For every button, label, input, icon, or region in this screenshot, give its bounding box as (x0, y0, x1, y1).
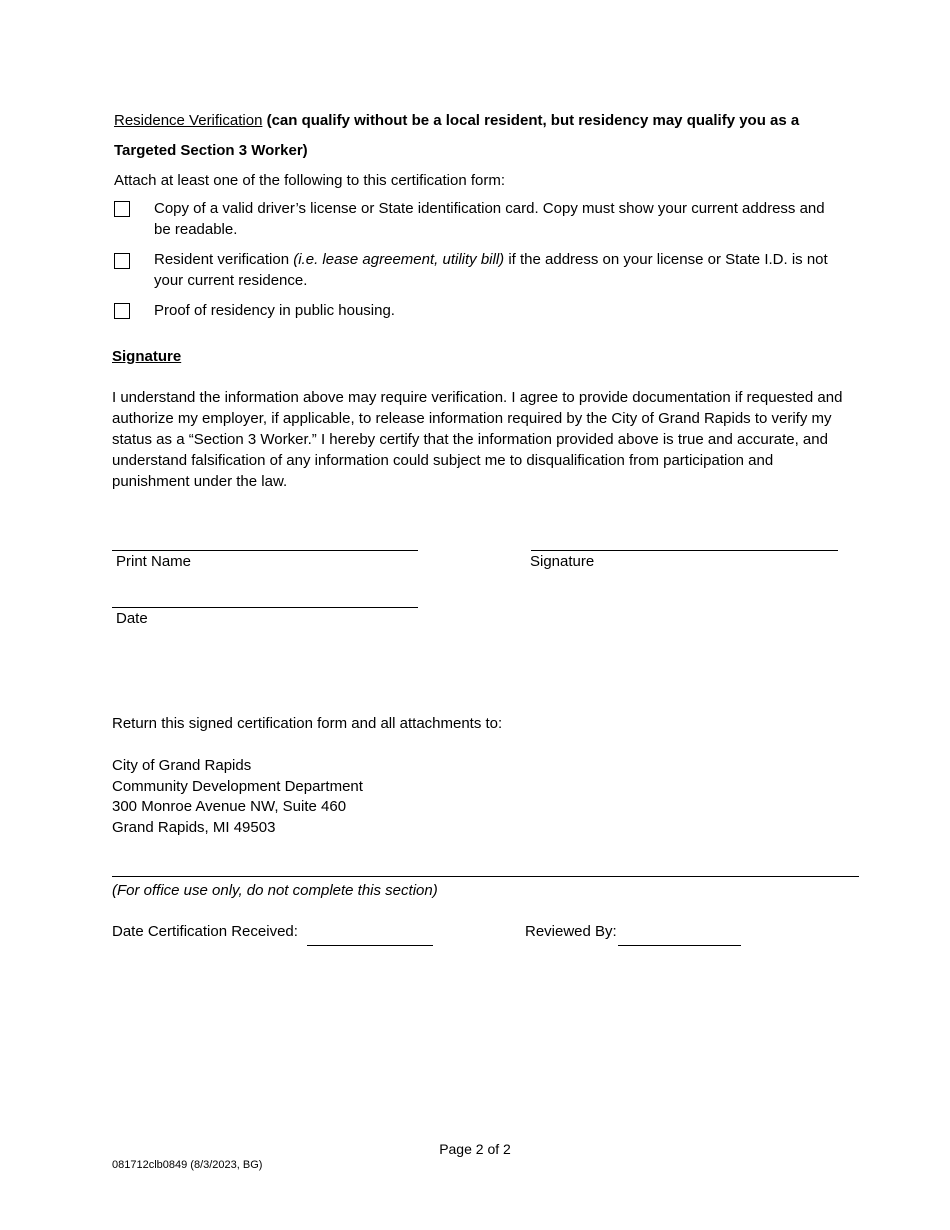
option-resident-verification-suffix: if the address on your license or State I.D. is not your current residence. (154, 251, 828, 289)
residence-intro: Attach at least one of the following to this certification form: (114, 172, 506, 189)
return-intro: Return this signed certification form and all attachments to: (112, 715, 503, 732)
signature-heading: Signature (112, 348, 182, 365)
date-line[interactable] (112, 607, 418, 608)
signature-line[interactable] (531, 550, 838, 551)
return-address (112, 756, 363, 839)
option-resident-verification-examples: (i.e. lease agreement, utility bill) (293, 251, 505, 268)
office-use-divider (112, 876, 859, 877)
residence-heading (114, 111, 799, 131)
option-resident-verification-prefix: Resident verification (154, 251, 294, 268)
option-public-housing-checkbox[interactable] (114, 303, 130, 319)
residence-heading-note: (can qualify without be a local resident, but residency may qualify you as a (262, 112, 800, 129)
address-line-4: Grand Rapids, MI 49503 (112, 819, 276, 837)
print-name-line[interactable] (112, 550, 418, 551)
document-code: 081712clb0849 (8/3/2023, BG) (112, 1159, 263, 1171)
date-received-label: Date Certification Received: (112, 923, 298, 940)
option-drivers-license-checkbox[interactable] (114, 201, 130, 217)
signature-label: Signature (530, 553, 595, 570)
option-resident-verification-text (154, 249, 844, 291)
date-label: Date (116, 610, 148, 627)
signature-certification-paragraph: I understand the information above may require verification. I agree to provide documentation if requested and authorize my employer, if applicable, to release information required by the City of Grand Rapids to verify my status as a “Section 3 Worker.” I hereby certify that the information provided above is true and accurate, and understand falsification of any information could subject me to disqualification from participation and punishment under the law. (112, 389, 843, 490)
option-public-housing-text: Proof of residency in public housing. (154, 302, 395, 319)
address-line-1: City of Grand Rapids (112, 757, 252, 774)
office-use-note: (For office use only, do not complete this section) (112, 882, 438, 899)
address-line-3: 300 Monroe Avenue NW, Suite 460 (112, 798, 347, 816)
reviewed-by-line[interactable] (618, 945, 741, 946)
option-drivers-license-text: Copy of a valid driver’s license or State identification card. Copy must show your current address and be readable. (154, 200, 825, 238)
address-line-2: Community Development Department (112, 777, 363, 795)
print-name-label: Print Name (116, 553, 192, 570)
option-resident-verification-checkbox[interactable] (114, 253, 130, 269)
residence-heading-cont: Targeted Section 3 Worker) (114, 142, 308, 159)
reviewed-by-label: Reviewed By: (525, 923, 617, 940)
date-received-line[interactable] (307, 945, 433, 946)
page-number: Page 2 of 2 (439, 1141, 511, 1157)
residence-heading-title: Residence Verification (114, 112, 263, 129)
